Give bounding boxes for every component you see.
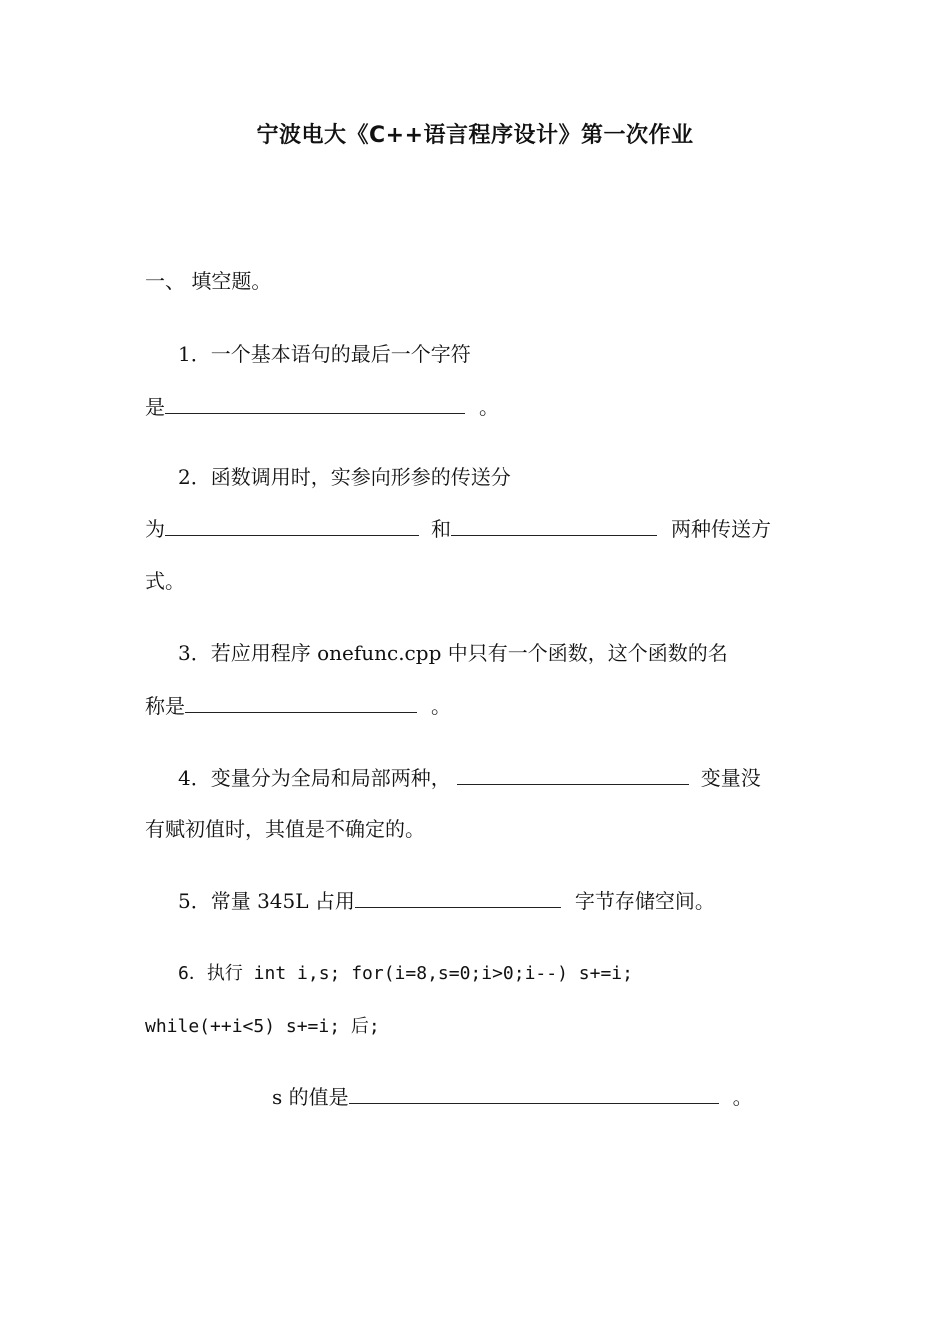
- question-6-code-line-2: while(++i<5) s+=i; 后;: [145, 1016, 380, 1037]
- q2-suffix: 两种传送方: [671, 517, 771, 541]
- q5-blank[interactable]: [355, 887, 561, 908]
- q3-prefix: 称是: [145, 694, 185, 718]
- question-1-answer-line: [145, 393, 499, 421]
- question-2-text-end: 式。: [145, 569, 185, 593]
- q6-blank[interactable]: [349, 1083, 719, 1104]
- q2-blank-1[interactable]: [165, 515, 419, 536]
- q6-suffix: 。: [732, 1085, 753, 1109]
- question-3-answer-line: [145, 692, 451, 720]
- question-3-text: 3．若应用程序 onefunc.cpp 中只有一个函数，这个函数的名: [178, 641, 728, 665]
- q4-suffix: 变量没: [700, 766, 761, 790]
- q4-blank[interactable]: [457, 764, 689, 785]
- q4-prefix: 4．变量分为全局和局部两种，: [178, 766, 451, 790]
- question-2-answer-line: [145, 515, 771, 543]
- question-6-answer-line: [272, 1083, 753, 1111]
- question-4-answer-line: [178, 764, 761, 792]
- q6-prefix: s 的值是: [272, 1085, 349, 1109]
- q1-prefix: 是: [145, 395, 165, 419]
- q3-suffix: 。: [431, 694, 451, 718]
- document-title: 宁波电大《C++语言程序设计》第一次作业: [256, 123, 694, 148]
- q2-blank-2[interactable]: [451, 515, 657, 536]
- question-6-code-line-1: 6．执行 int i,s; for(i=8,s=0;i>0;i--) s+=i;: [178, 963, 633, 984]
- q5-suffix: 字节存储空间。: [574, 889, 715, 913]
- question-5-answer-line: [178, 887, 715, 915]
- q5-prefix: 5．常量 345L 占用: [178, 889, 355, 913]
- q1-blank[interactable]: [165, 393, 465, 414]
- q2-prefix: 为: [145, 517, 165, 541]
- q1-suffix: 。: [479, 395, 499, 419]
- q2-middle: 和: [431, 517, 451, 541]
- question-4-text-end: 有赋初值时，其值是不确定的。: [145, 817, 425, 841]
- question-1-text: 1．一个基本语句的最后一个字符: [178, 342, 471, 366]
- section-heading: 一、 填空题。: [145, 269, 272, 293]
- q3-blank[interactable]: [185, 692, 417, 713]
- question-2-text: 2．函数调用时，实参向形参的传送分: [178, 465, 511, 489]
